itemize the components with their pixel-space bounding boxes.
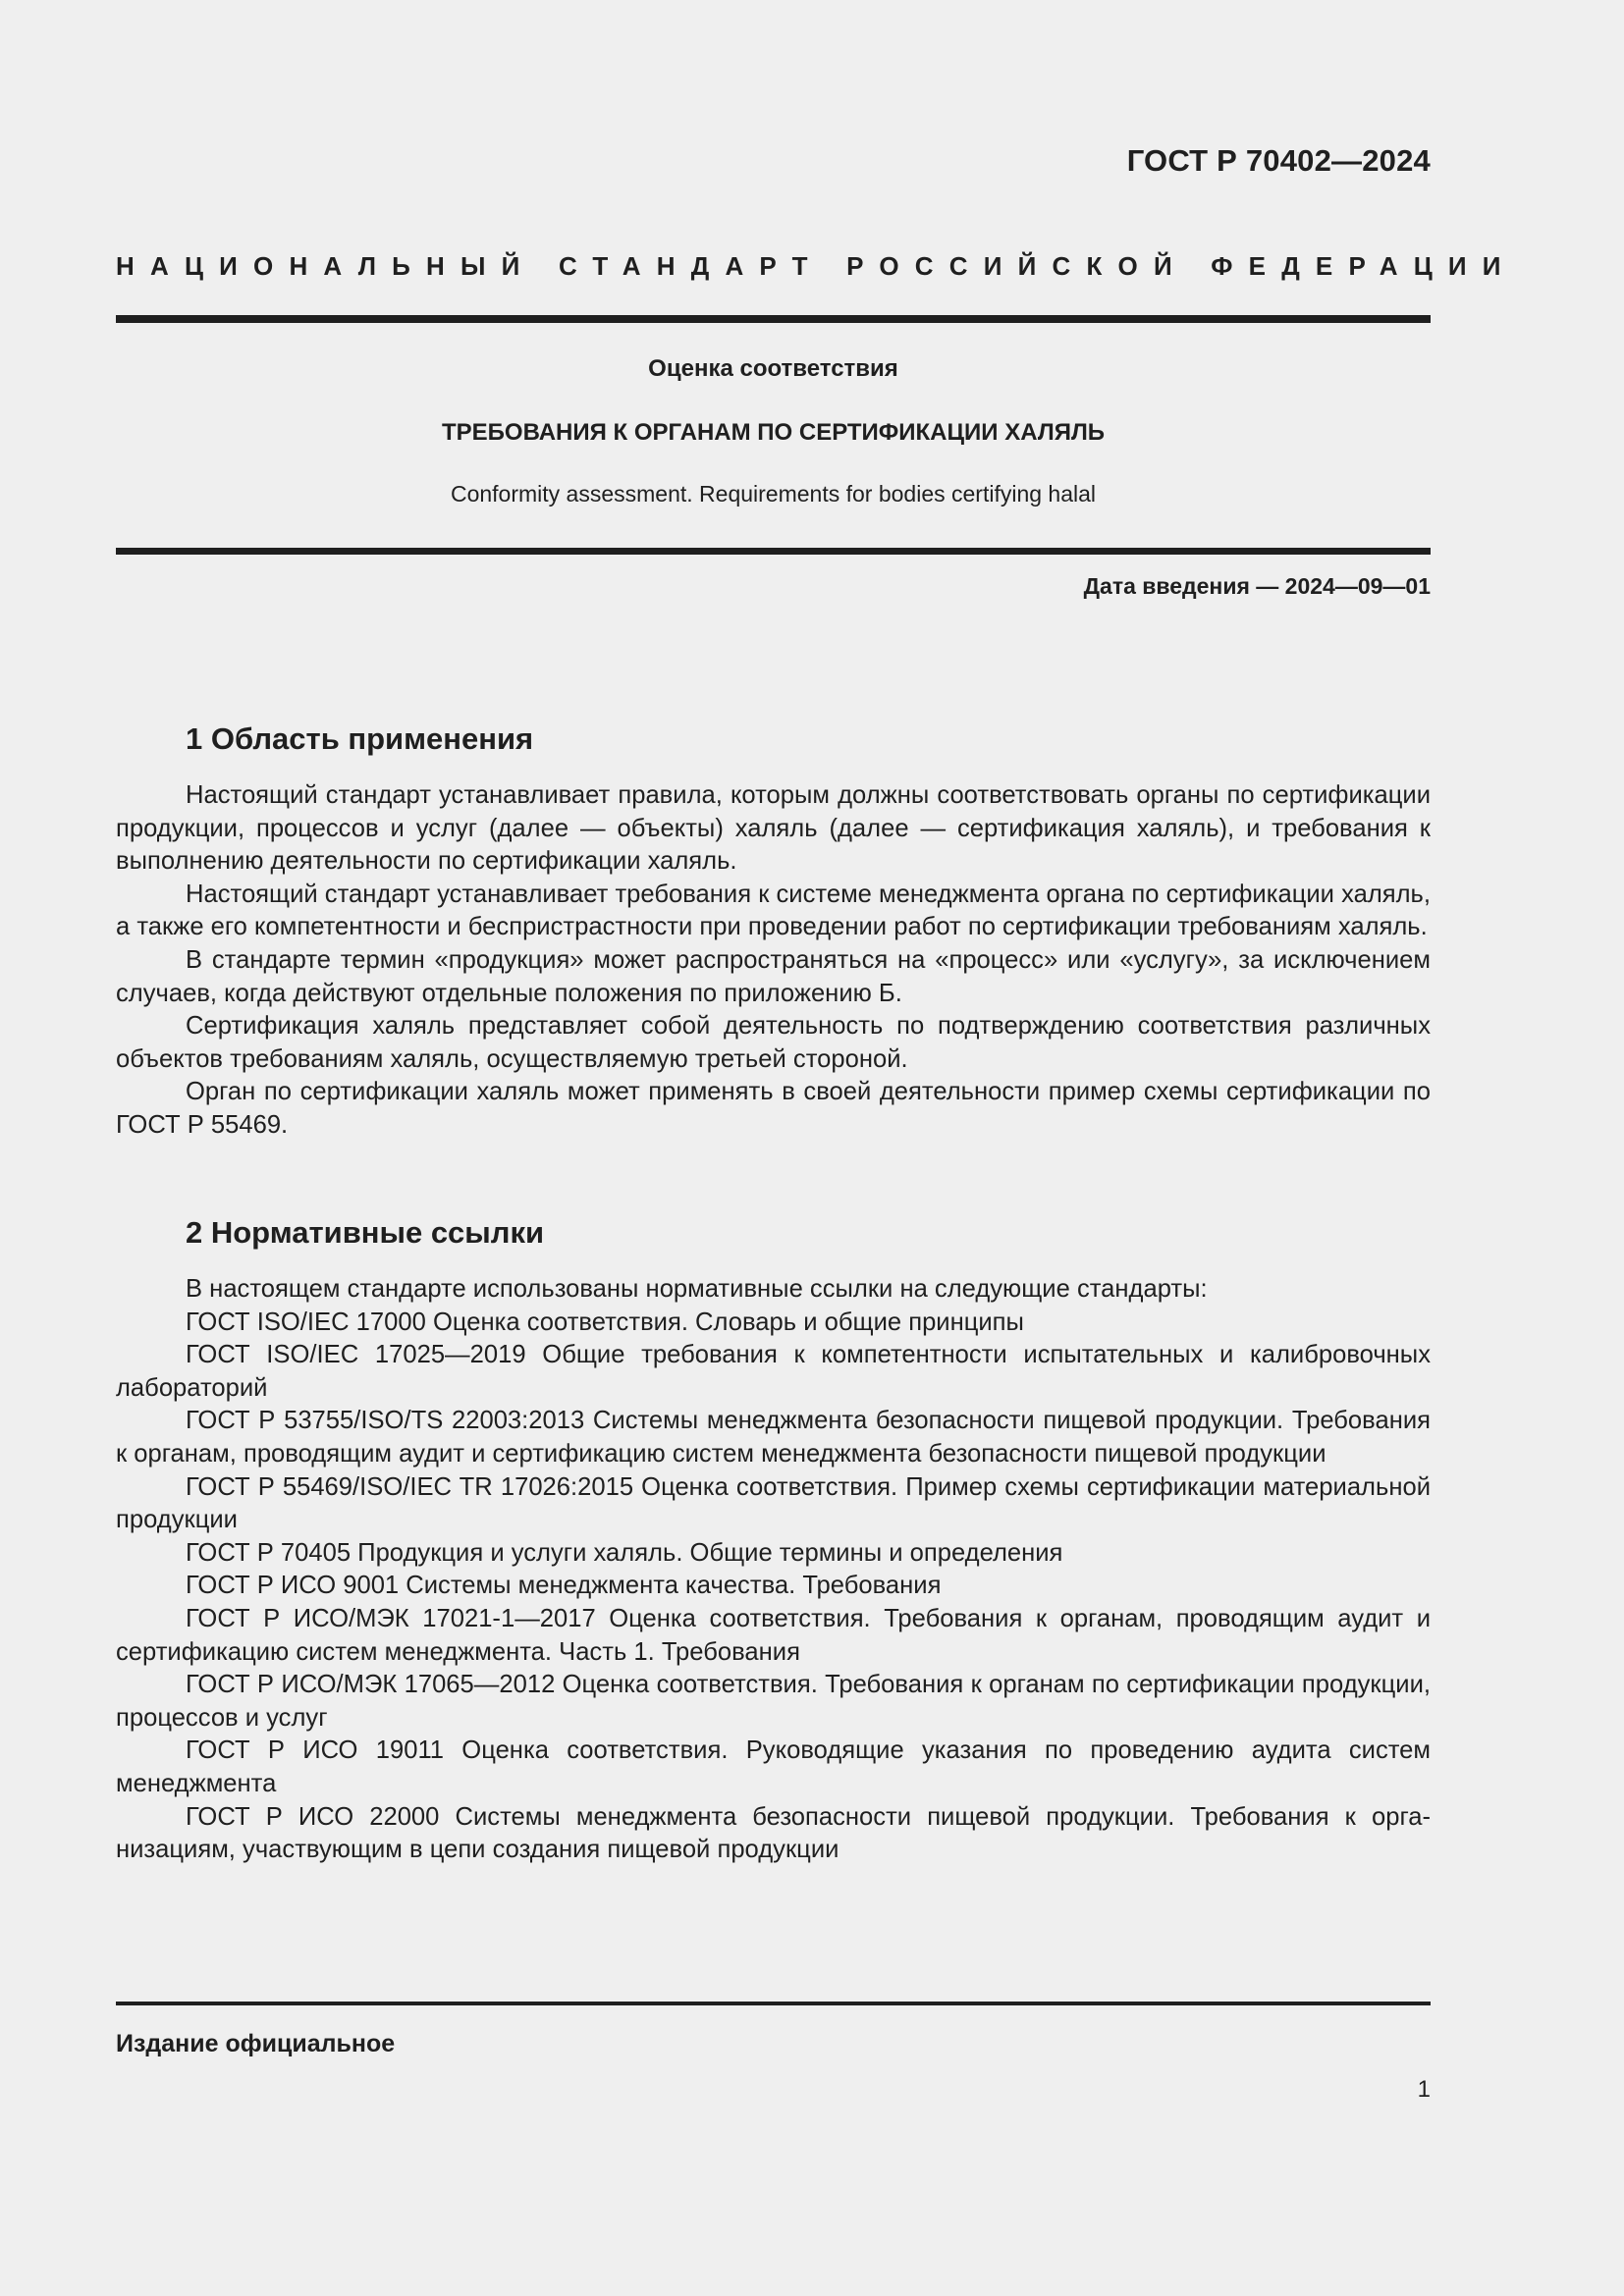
paragraph: Настоящий стандарт устанавливает правила, которым должны соответствовать органы по сертификации продукции, процессов и услуг (далее — объекты) халяль (далее — сертификация халяль), и требования к выполнению деятельности по сертификации халяль. (116, 781, 1431, 876)
introduction-date: Дата введения — 2024—09—01 (1083, 573, 1431, 599)
section-heading-normative-references: 2 Нормативные ссылки (186, 1215, 545, 1250)
reference-item: ГОСТ Р ИСО 9001 Системы менеджмента качества. Требования (186, 1572, 942, 1600)
paragraph: В стандарте термин «продукция» может распространяться на «процесс» или «услугу», за исключением случаев, когда действуют отдельные положения по приложению Б. (116, 945, 1431, 1007)
page-number: 1 (1417, 2076, 1431, 2103)
document-title: ТРЕБОВАНИЯ К ОРГАНАМ ПО СЕРТИФИКАЦИИ ХАЛЯЛЬ (441, 419, 1106, 446)
reference-item: ГОСТ Р ИСО 19011 Оценка соответствия. Руководящие указания по проведению аудита систем менеджмента (116, 1736, 1431, 1797)
national-standard-banner: НАЦИОНАЛЬНЫЙ СТАНДАРТ РОССИЙСКОЙ ФЕДЕРАЦИИ (116, 251, 1517, 281)
reference-item: ГОСТ Р ИСО/МЭК 17065—2012 Оценка соответствия. Требования к органам по сертификации продукции, процессов и услуг (116, 1671, 1431, 1732)
reference-item: ГОСТ Р 53755/ISO/TS 22003:2013 Системы менеджмента безопасности пищевой продукции. Требования к органам, проводящим аудит и сертификацию систем менеджмента безопасности пищевой продукции (116, 1407, 1431, 1468)
reference-item: ГОСТ ISO/IEC 17025—2019 Общие требования к компетентности испытательных и калибровочных лабораторий (116, 1341, 1431, 1402)
paragraph: Сертификация халяль представляет собой деятельность по подтверждению соответствия различных объектов требованиям халяль, осуществляемую третьей стороной. (116, 1012, 1431, 1073)
reference-item: ГОСТ Р ИСО/МЭК 17021-1—2017 Оценка соответствия. Требования к органам, проводящим аудит и сертификацию систем менеджмента. Часть 1. Требования (116, 1604, 1431, 1666)
reference-item: ГОСТ ISO/IEC 17000 Оценка соответствия. Словарь и общие принципы (186, 1308, 1024, 1336)
section-body-scope (116, 779, 1431, 1143)
paragraph: В настоящем стандарте использованы нормативные ссылки на следующие стандарты: (186, 1275, 1208, 1303)
title-divider (116, 548, 1431, 555)
reference-item: ГОСТ Р 55469/ISO/IEC TR 17026:2015 Оценка соответствия. Пример схемы сертификации материальной продукции (116, 1472, 1431, 1534)
footer-divider (116, 2002, 1431, 2005)
section-body-normative-references (116, 1273, 1431, 1867)
top-divider (116, 315, 1431, 323)
document-subtitle: Оценка соответствия (648, 355, 898, 382)
official-edition-label: Издание официальное (116, 2030, 396, 2057)
paragraph: Настоящий стандарт устанавливает требования к системе менеджмента органа по сертификации халяль, а также его компетентности и беспристрастности при проведении работ по сертификации требованиям халяль. (116, 880, 1431, 941)
paragraph: Орган по сертификации халяль может применять в своей деятельности пример схемы сертификации по ГОСТ Р 55469. (116, 1078, 1431, 1139)
document-page (116, 0, 1517, 2296)
reference-item: ГОСТ Р ИСО 22000 Системы менеджмента безопасности пищевой продукции. Требования к организациям, участвующим в цепи создания пищевой продукции (116, 1802, 1431, 1864)
document-title-english: Conformity assessment. Requirements for bodies certifying halal (450, 481, 1097, 507)
document-number: ГОСТ Р 70402—2024 (1126, 143, 1431, 178)
reference-item: ГОСТ Р 70405 Продукция и услуги халяль. Общие термины и определения (186, 1538, 1063, 1567)
section-heading-scope: 1 Область применения (186, 721, 534, 756)
